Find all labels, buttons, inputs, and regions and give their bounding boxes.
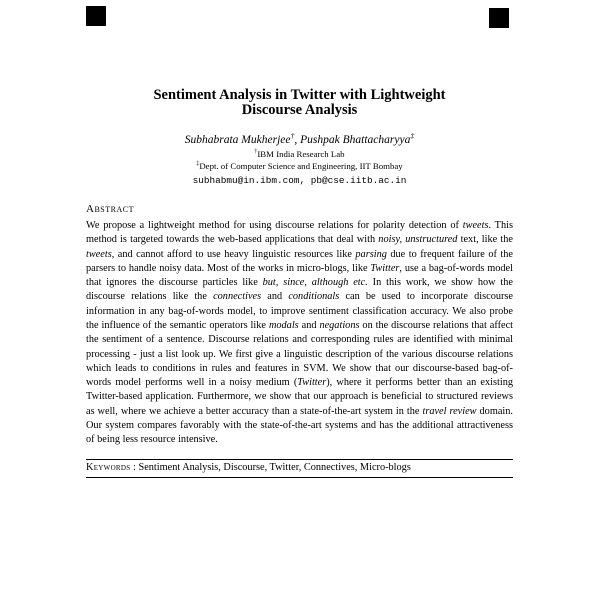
keywords-rule-bottom [86,477,513,478]
paper-title: Sentiment Analysis in Twitter with Lightweight Discourse Analysis [153,87,446,119]
keywords-label: Keywords [86,461,131,473]
affiliation-iit-bombay: ‡Dept. of Computer Science and Engineering, IIT Bombay [196,160,403,171]
keywords-text: : Sentiment Analysis, Discourse, Twitter, Connectives, Micro-blogs [130,461,411,473]
authors-line: Subhabrata Mukherjee†, Pushpak Bhattacharyya‡ [184,131,415,147]
affiliation-ibm: †IBM India Research Lab [254,148,345,159]
keywords-line [86,460,513,477]
keywords-section [86,459,513,478]
paper-content [86,88,513,478]
abstract-paragraph: We propose a lightweight method for using discourse relations for polarity detection of tweets. This method is targeted towards the web-based applications that deal with noisy, unstructured text, like the tweets, and cannot afford to use heavy linguistic resources like parsing due to frequent failure of the parsers to handle noisy data. Most of the works in micro-blogs, like Twitter, use a bag-of-words model that ignores the discourse particles like but, since, although etc. In this work, we show how the discourse relations like the connectives and conditionals can be used to incorporate discourse information in any bag-of-words model, to improve sentiment classification accuracy. We also probe the influence of the semantic operators like modals and negations on the discourse relations that affect the sentiment of a sentence. Discourse relations and corresponding rules are identified with minimal processing - just a list look up. We first give a linguistic description of the various discourse relations which leads to conditions in rules and features in SVM. We show that our discourse-based bag-of-words model performs well in a noisy medium (Twitter), where it performs better than an existing Twitter-based application. Furthermore, we show that our approach is beneficial to structured reviews as well, where we achieve a better accuracy than a state-of-the-art system in the travel review domain. Our system compares favorably with the state-of-the-art systems and has the additional attractiveness of being less resource intensive. [86,219,513,446]
email-line: subhabmu@in.ibm.com, pb@cse.iitb.ac.in [192,174,407,186]
registration-mark-left-icon [86,6,106,26]
registration-mark-right-icon [489,8,509,28]
abstract-heading: Abstract [86,202,134,215]
